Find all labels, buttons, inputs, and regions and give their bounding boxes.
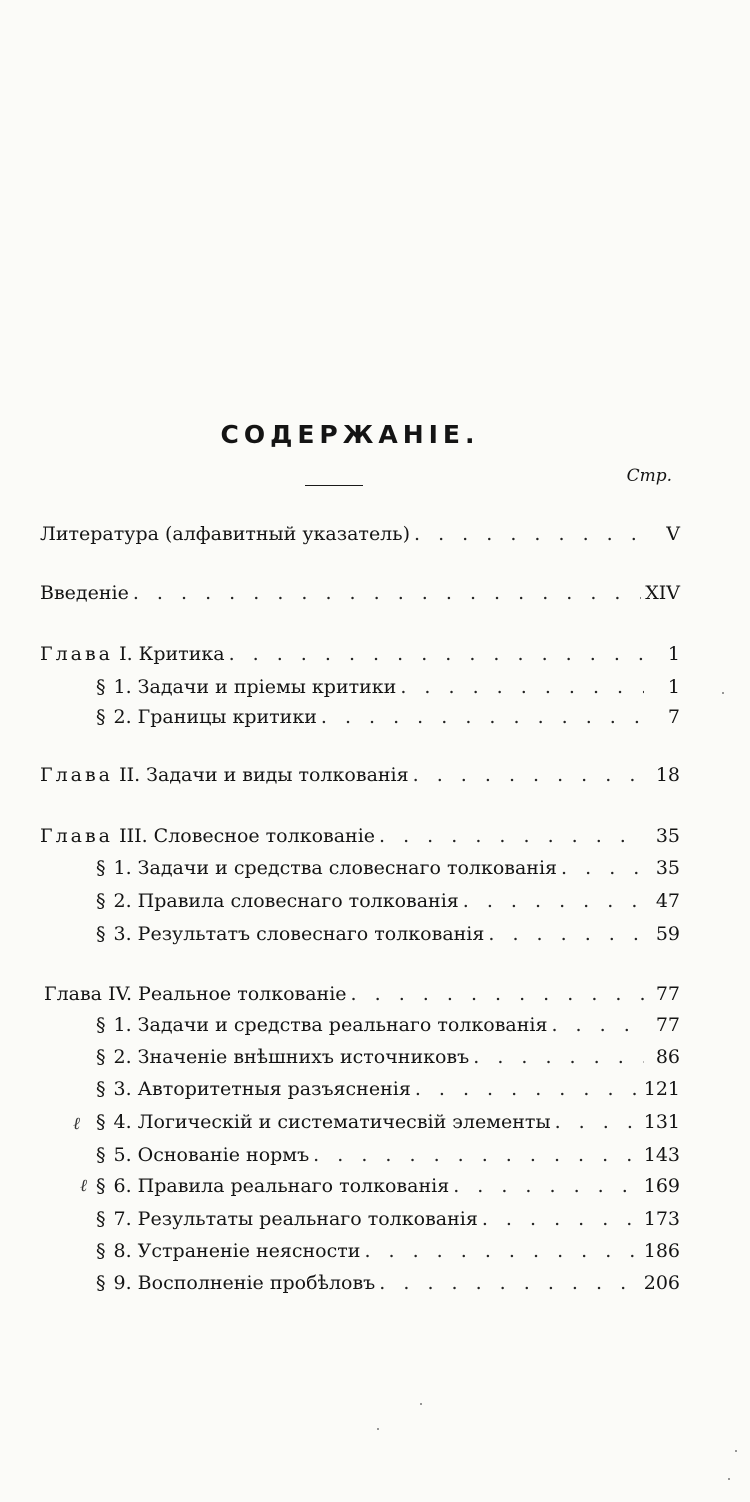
toc-section[interactable] [96, 921, 680, 947]
toc-section[interactable] [96, 888, 680, 914]
section-label: 5. Основаніе нормъ [113, 1144, 310, 1166]
title-rule [305, 485, 363, 486]
chapter-label: II. Задачи и виды толкованія [119, 764, 409, 786]
toc-chapter-3[interactable] [40, 823, 680, 849]
section-label: 6. Правила реальнаго толкованія [113, 1175, 450, 1197]
section-label: 3. Авторитетныя разъясненія [113, 1078, 411, 1100]
page-number: 86 [655, 1046, 680, 1068]
dot-leader [379, 1270, 639, 1296]
dot-leader [561, 855, 644, 881]
section-sign: § [96, 1111, 106, 1133]
section-label: 9. Восполненіе пробѣловъ [113, 1272, 376, 1294]
dot-leader [351, 981, 644, 1007]
page-number: 59 [655, 923, 680, 945]
toc-entry-introduction[interactable] [40, 580, 680, 606]
section-label: 7. Результаты реальнаго толкованія [113, 1208, 478, 1230]
paper-speck [377, 1428, 379, 1430]
section-sign: § [96, 676, 106, 698]
chapter-prefix: Глава [40, 825, 114, 847]
dot-leader [414, 521, 644, 547]
toc-section[interactable] [96, 1012, 680, 1038]
toc-title: СОДЕРЖАНІЕ. [220, 420, 480, 449]
section-sign: § [96, 706, 106, 728]
handwritten-margin-mark: ℓ [80, 1176, 88, 1196]
section-sign: § [96, 1240, 106, 1262]
toc-section[interactable] [96, 1044, 680, 1070]
chapter-label: IV. Реальное толкованіе [108, 983, 347, 1005]
toc-section[interactable] [96, 674, 680, 700]
section-sign: § [96, 1175, 106, 1197]
dot-leader [133, 580, 641, 606]
toc-entry-literature[interactable] [40, 521, 680, 547]
dot-leader [473, 1044, 644, 1070]
section-label: 2. Значеніе внѣшнихъ источниковъ [113, 1046, 470, 1068]
dot-leader [400, 674, 644, 700]
toc-chapter-2[interactable] [40, 762, 680, 788]
dot-leader [229, 641, 644, 667]
page-number: 131 [643, 1111, 680, 1133]
section-label: 1. Задачи и средства словеснаго толкованія [113, 857, 558, 879]
section-sign: § [96, 890, 106, 912]
page-number: 18 [655, 764, 680, 786]
section-sign: § [96, 857, 106, 879]
section-sign: § [96, 1014, 106, 1036]
chapter-prefix: Глава [40, 643, 114, 665]
toc-section[interactable] [96, 704, 680, 730]
paper-speck [722, 692, 724, 694]
entry-label: Введеніе [40, 582, 129, 604]
page-number: 121 [643, 1078, 680, 1100]
page-number: 1 [667, 676, 680, 698]
page-number: 206 [643, 1272, 680, 1294]
dot-leader [482, 1206, 640, 1232]
page-number: 77 [655, 1014, 680, 1036]
toc-section[interactable] [96, 1109, 680, 1135]
toc-chapter-1[interactable] [40, 641, 680, 667]
section-label: 8. Устраненіе неясности [113, 1240, 361, 1262]
section-label: 2. Границы критики [113, 706, 317, 728]
toc-section[interactable] [96, 1238, 680, 1264]
dot-leader [413, 762, 644, 788]
section-sign: § [96, 1046, 106, 1068]
page-number: 47 [655, 890, 680, 912]
page-number: 169 [643, 1175, 680, 1197]
section-sign: § [96, 1144, 106, 1166]
section-label: 2. Правила словеснаго толкованія [113, 890, 459, 912]
dot-leader [313, 1142, 640, 1168]
page-number: V [666, 523, 680, 545]
section-sign: § [96, 1272, 106, 1294]
section-sign: § [96, 1078, 106, 1100]
dot-leader [555, 1109, 640, 1135]
toc-section[interactable] [96, 855, 680, 881]
toc-section[interactable] [96, 1173, 680, 1199]
dot-leader [321, 704, 644, 730]
dot-leader [488, 921, 644, 947]
paper-speck [420, 1403, 422, 1405]
dot-leader [551, 1012, 644, 1038]
toc-section[interactable] [96, 1270, 680, 1296]
chapter-prefix: Глава [40, 764, 114, 786]
section-label: 1. Задачи и средства реальнаго толкованія [113, 1014, 548, 1036]
toc-section[interactable] [96, 1076, 680, 1102]
page-number: 186 [643, 1240, 680, 1262]
dot-leader [463, 888, 644, 914]
page-column-label: Стр. [626, 466, 672, 486]
section-label: 1. Задачи и пріемы критики [113, 676, 397, 698]
handwritten-margin-mark: ℓ [73, 1114, 81, 1134]
dot-leader [379, 823, 644, 849]
toc-section[interactable] [96, 1206, 680, 1232]
section-sign: § [96, 1208, 106, 1230]
page-number: 7 [667, 706, 680, 728]
page-number: 1 [667, 643, 680, 665]
page-number: 173 [643, 1208, 680, 1230]
chapter-prefix: Глава [44, 983, 103, 1005]
page-number: 143 [643, 1144, 680, 1166]
paper-speck [728, 1478, 730, 1480]
toc-chapter-4[interactable] [44, 981, 680, 1007]
page-number: 35 [655, 857, 680, 879]
page-number: XIV [645, 582, 680, 604]
section-label: 3. Результатъ словеснаго толкованія [113, 923, 485, 945]
page-number: 77 [655, 983, 680, 1005]
chapter-label: III. Словесное толкованіе [119, 825, 376, 847]
entry-label: Литература (алфавитный указатель) [40, 523, 411, 545]
toc-section[interactable] [96, 1142, 680, 1168]
dot-leader [364, 1238, 639, 1264]
paper-speck [735, 1450, 737, 1452]
section-label: 4. Логическій и систематичесвій элементы [113, 1111, 551, 1133]
section-sign: § [96, 923, 106, 945]
dot-leader [453, 1173, 640, 1199]
page-number: 35 [655, 825, 680, 847]
dot-leader [415, 1076, 640, 1102]
chapter-label: I. Критика [119, 643, 225, 665]
